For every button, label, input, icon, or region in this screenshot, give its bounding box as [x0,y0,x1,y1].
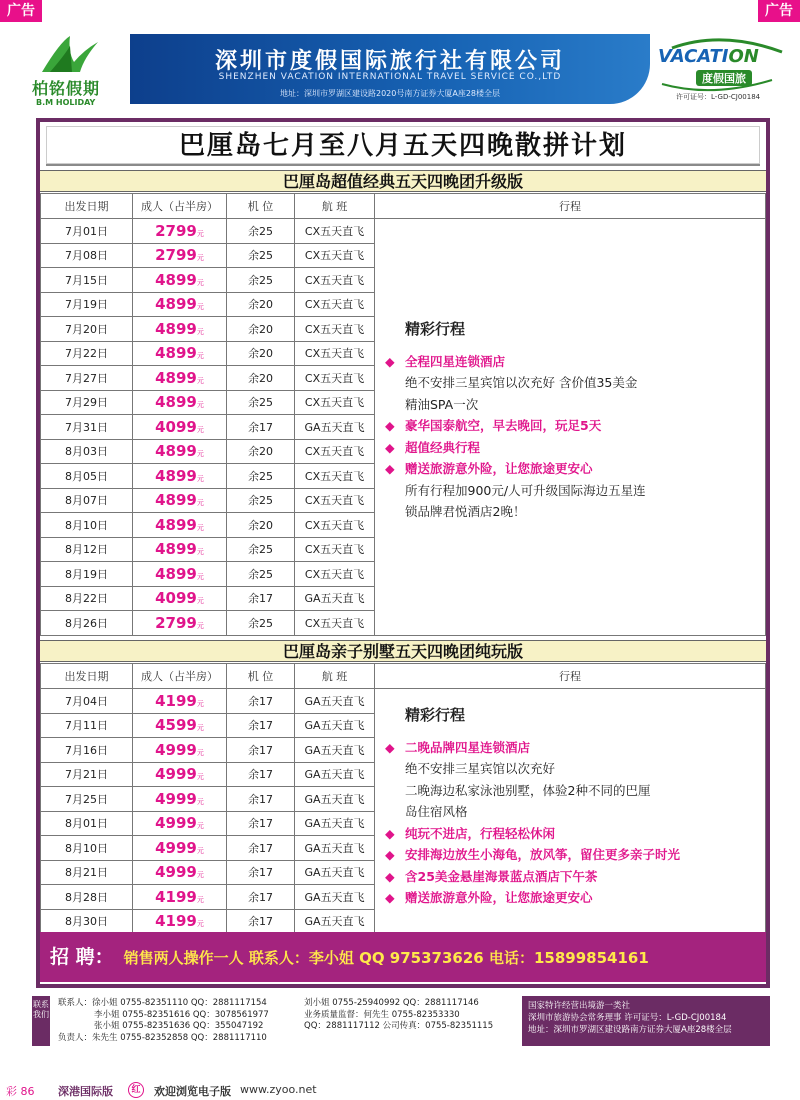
price-unit: 元 [196,773,204,782]
price-unit: 元 [196,376,204,385]
red-mark-icon: 红 [128,1082,144,1098]
departure-date: 8月05日 [41,464,133,489]
flight-info: CX五天直飞 [295,219,375,244]
seat-count: 余25 [227,537,295,562]
diamond-icon: ◆ [385,825,395,841]
seat-count: 余20 [227,439,295,464]
itinerary-block [385,689,765,909]
table-header-row [41,194,766,219]
flight-info: CX五天直飞 [295,562,375,587]
price-unit: 元 [196,450,204,459]
price-unit: 元 [196,597,204,606]
seat-count: 余17 [227,713,295,738]
contact-line: 刘小姐 0755-25940992 QQ：2881117146 [304,998,479,1008]
flight-info: CX五天直飞 [295,513,375,538]
price-cell [133,836,227,861]
price-cell [133,909,227,934]
price-unit: 元 [196,920,204,929]
itinerary-highlight [385,415,765,437]
price-unit: 元 [196,748,204,757]
col-itinerary: 行程 [375,194,766,219]
col-itinerary: 行程 [375,664,766,689]
price-value: 2799 [155,613,197,632]
itinerary-highlight-text: 含25美金悬崖海景蓝点酒店下午茶 [405,868,598,884]
seat-count: 余17 [227,738,295,763]
tour-frame-inner [40,122,766,984]
main-title: 巴厘岛七月至八月五天四晚散拼计划 [46,126,760,164]
flight-info: GA五天直飞 [295,586,375,611]
contact-line: 业务质量监督：何先生 0755-82353330 [304,1009,460,1020]
departure-date: 7月11日 [41,713,133,738]
departure-date: 8月22日 [41,586,133,611]
recruit-banner [40,932,766,982]
price-cell [133,713,227,738]
price-unit: 元 [196,572,204,581]
logo-right-en-a: VACATI [658,46,729,67]
itinerary-highlight-text: 全程四星连锁酒店 [405,353,506,369]
price-value: 4899 [155,368,197,387]
flight-info: CX五天直飞 [295,341,375,366]
price-cell [133,860,227,885]
logo-right-cn: 度假国旅 [696,70,752,86]
flight-info: CX五天直飞 [295,464,375,489]
price-value: 4999 [155,838,197,857]
itinerary-highlight [385,737,765,759]
col-price: 成人（占半房） [133,194,227,219]
col-date: 出发日期 [41,664,133,689]
itinerary-highlight-text: 超值经典行程 [405,439,481,455]
logo-left-en: B.M HOLIDAY [36,98,96,107]
itinerary-highlight [385,866,765,888]
price-value: 4999 [155,814,197,833]
website-link[interactable]: www.zyoo.net [240,1083,317,1096]
price-unit: 元 [196,822,204,831]
departure-date: 8月30日 [41,909,133,934]
price-value: 4099 [155,417,197,436]
seat-count: 余17 [227,787,295,812]
price-cell [133,268,227,293]
price-cell [133,611,227,636]
contacts-bar [32,996,770,1046]
diamond-icon: ◆ [385,847,395,862]
seat-count: 余25 [227,562,295,587]
itinerary-highlight-text: 豪华国泰航空，早去晚回，玩足5天 [405,418,602,433]
flight-info: CX五天直飞 [295,488,375,513]
price-cell [133,762,227,787]
departure-date: 8月26日 [41,611,133,636]
company-name-en: SHENZHEN VACATION INTERNATIONAL TRAVEL SERVICE CO.,LTD [218,72,562,82]
price-unit: 元 [196,523,204,532]
price-value: 4899 [155,564,197,583]
price-unit: 元 [196,278,204,287]
seat-count: 余20 [227,513,295,538]
contact-line: 负责人：朱先生 0755-82352858 QQ：2881117110 [58,1032,267,1043]
price-cell [133,586,227,611]
agency-line: 深圳市旅游协会常务理事 许可证号：L-GD-CJ00184 [528,1013,727,1023]
itinerary-highlight [385,844,765,866]
departure-date: 7月31日 [41,415,133,440]
agency-info [522,996,770,1046]
seat-count: 余17 [227,836,295,861]
price-value: 4999 [155,740,197,759]
edition-name: 深港国际版 [58,1085,113,1098]
itinerary-highlight [385,887,765,909]
price-value: 4199 [155,887,197,906]
seat-count: 余17 [227,762,295,787]
price-value: 4199 [155,691,197,710]
price-unit: 元 [196,254,204,263]
col-flight: 航 班 [295,664,375,689]
itinerary-highlight-text: 赠送旅游意外险，让您旅途更安心 [405,461,593,476]
itinerary-text: 二晚海边私家泳池别墅，体验2种不同的巴厘 [405,782,651,798]
price-cell [133,390,227,415]
contact-line: 联系人：徐小姐 0755-82351110 QQ：2881117154 [58,998,267,1008]
departure-date: 7月20日 [41,317,133,342]
price-cell [133,219,227,244]
price-value: 4899 [155,540,197,559]
flight-info: CX五天直飞 [295,611,375,636]
price-unit: 元 [196,352,204,361]
price-unit: 元 [196,699,204,708]
price-value: 4899 [155,466,197,485]
price-unit: 元 [196,846,204,855]
license-number: 许可证号：L-GD-CJ00184 [676,93,761,101]
itinerary-text: 绝不安排三星宾馆以次充好 含价值35美金 [405,375,638,390]
flight-info: CX五天直飞 [295,292,375,317]
price-value: 4999 [155,765,197,784]
diamond-icon: ◆ [385,868,395,884]
flight-info: CX五天直飞 [295,366,375,391]
flight-info: CX五天直飞 [295,243,375,268]
itinerary-highlight [385,823,765,845]
itinerary-highlight [385,458,765,480]
flight-info: GA五天直飞 [295,811,375,836]
itinerary-cell [375,219,766,636]
seat-count: 余17 [227,415,295,440]
itinerary-text: 岛住宿风格 [405,804,468,819]
contacts-side-label: 联系我们 [32,996,50,1046]
itinerary-heading: 精彩行程 [405,320,466,338]
flight-info: CX五天直飞 [295,537,375,562]
price-unit: 元 [196,797,204,806]
col-price: 成人（占半房） [133,664,227,689]
departure-date: 7月16日 [41,738,133,763]
departure-date: 7月04日 [41,689,133,714]
price-value: 4599 [155,716,197,735]
flight-info: GA五天直飞 [295,689,375,714]
ad-tag-right: 广告 [758,0,800,22]
logo-right-en [658,46,759,67]
seat-count: 余17 [227,860,295,885]
price-value: 4899 [155,295,197,314]
price-value: 2799 [155,246,197,265]
itinerary-highlight-text: 二晚品牌四星连锁酒店 [405,739,531,755]
price-cell [133,537,227,562]
seat-count: 余20 [227,366,295,391]
itinerary-text: 所有行程加900元/人可升级国际海边五星连 [405,482,646,498]
itinerary-text: 锁品牌君悦酒店2晚！ [405,504,526,519]
seat-count: 余20 [227,317,295,342]
seat-count: 余25 [227,268,295,293]
page-footer [0,1080,800,1100]
departure-date: 8月21日 [41,860,133,885]
table-row [41,689,766,714]
price-value: 4899 [155,515,197,534]
price-unit: 元 [196,425,204,434]
price-cell [133,366,227,391]
diamond-icon: ◆ [385,739,395,755]
company-banner [130,34,650,104]
flight-info: CX五天直飞 [295,439,375,464]
price-unit: 元 [196,499,204,508]
flight-info: CX五天直飞 [295,317,375,342]
departure-date: 8月03日 [41,439,133,464]
contact-line: QQ：2881117112 公司传真：0755-82351115 [304,1021,494,1031]
price-cell [133,885,227,910]
departure-date: 8月01日 [41,811,133,836]
price-unit: 元 [196,474,204,483]
seat-count: 余17 [227,909,295,934]
flight-info: GA五天直飞 [295,713,375,738]
seat-count: 余17 [227,689,295,714]
flight-info: GA五天直飞 [295,762,375,787]
seat-count: 余25 [227,243,295,268]
itinerary-heading: 精彩行程 [405,706,466,724]
price-cell [133,738,227,763]
price-cell [133,562,227,587]
section2-table [40,663,766,934]
contact-line: 张小姐 0755-82351636 QQ：355047192 [94,1021,264,1031]
price-value: 4999 [155,863,197,882]
price-value: 4099 [155,589,197,608]
departure-date: 8月28日 [41,885,133,910]
contacts-col1 [58,998,269,1044]
itinerary-highlight [385,437,765,459]
price-unit: 元 [196,724,204,733]
itinerary-highlight [385,351,765,373]
agency-line: 国家特许经营出境游一类社 [528,1001,631,1011]
section1-title: 巴厘岛超值经典五天四晚团升级版 [40,170,766,192]
itinerary-highlight-text: 赠送旅游意外险，让您旅途更安心 [405,890,593,905]
price-unit: 元 [196,895,204,904]
price-cell [133,292,227,317]
itinerary-text: 精油SPA一次 [405,396,479,412]
seat-count: 余17 [227,586,295,611]
departure-date: 7月15日 [41,268,133,293]
price-cell [133,439,227,464]
logo-left-cn: 柏铭假期 [32,79,101,98]
seat-count: 余17 [227,811,295,836]
price-value: 4999 [155,789,197,808]
contact-line: 李小姐 0755-82351616 QQ：3078561977 [94,1009,269,1020]
price-value: 4899 [155,319,197,338]
table-header-row [41,664,766,689]
mountain-logo-icon [40,32,100,76]
company-name-cn: 深圳市度假国际旅行社有限公司 [214,49,565,74]
flight-info: GA五天直飞 [295,885,375,910]
departure-date: 7月29日 [41,390,133,415]
price-cell [133,415,227,440]
col-seat: 机 位 [227,194,295,219]
diamond-icon: ◆ [385,353,395,369]
tour-frame [36,118,770,988]
itinerary-text: 绝不安排三星宾馆以次充好 [405,761,556,776]
price-value: 4899 [155,393,197,412]
seat-count: 余20 [227,341,295,366]
departure-date: 7月01日 [41,219,133,244]
ad-tag-left: 广告 [0,0,42,22]
recruit-text: 销售两人操作一人 联系人：李小姐 QQ 975373626 电话：15899854161 [123,949,649,967]
recruit-label: 招 聘： [50,946,114,968]
seat-count: 余25 [227,390,295,415]
price-cell [133,341,227,366]
flight-info: CX五天直飞 [295,390,375,415]
diamond-icon: ◆ [385,418,395,433]
price-value: 4199 [155,912,197,931]
price-cell [133,787,227,812]
seat-count: 余17 [227,885,295,910]
diamond-icon: ◆ [385,439,395,455]
price-cell [133,317,227,342]
flight-info: GA五天直飞 [295,787,375,812]
departure-date: 7月19日 [41,292,133,317]
price-unit: 元 [196,871,204,880]
price-unit: 元 [196,327,204,336]
company-address: 地址：深圳市罗湖区建设路2020号南方证券大厦A座28楼全层 [279,89,500,98]
flight-info: GA五天直飞 [295,860,375,885]
col-date: 出发日期 [41,194,133,219]
price-cell [133,464,227,489]
departure-date: 8月10日 [41,836,133,861]
departure-date: 7月21日 [41,762,133,787]
price-cell [133,243,227,268]
seat-count: 余25 [227,488,295,513]
price-unit: 元 [196,548,204,557]
departure-date: 8月19日 [41,562,133,587]
seat-count: 余20 [227,292,295,317]
seat-count: 余25 [227,219,295,244]
section2-title: 巴厘岛亲子别墅五天四晚团纯玩版 [40,640,766,662]
price-unit: 元 [196,621,204,630]
price-value: 4899 [155,442,197,461]
departure-date: 8月12日 [41,537,133,562]
logo-right-en-b: ON [728,46,759,67]
bm-holiday-logo [12,32,132,112]
contacts-col2 [304,998,493,1033]
departure-date: 7月27日 [41,366,133,391]
departure-date: 7月22日 [41,341,133,366]
price-value: 4899 [155,344,197,363]
departure-date: 7月08日 [41,243,133,268]
diamond-icon: ◆ [385,461,395,476]
price-unit: 元 [196,303,204,312]
price-value: 2799 [155,221,197,240]
price-cell [133,488,227,513]
flight-info: GA五天直飞 [295,738,375,763]
col-seat: 机 位 [227,664,295,689]
col-flight: 航 班 [295,194,375,219]
itinerary-block [385,219,765,523]
price-cell [133,513,227,538]
flight-info: GA五天直飞 [295,909,375,934]
diamond-icon: ◆ [385,890,395,905]
flight-info: CX五天直飞 [295,268,375,293]
vacation-logo [652,34,792,110]
seat-count: 余25 [227,464,295,489]
flight-info: GA五天直飞 [295,415,375,440]
price-value: 4899 [155,270,197,289]
price-cell [133,689,227,714]
seat-count: 余25 [227,611,295,636]
itinerary-highlight-text: 纯玩不进店，行程轻松休闲 [405,825,556,841]
price-unit: 元 [196,229,204,238]
price-cell [133,811,227,836]
departure-date: 8月10日 [41,513,133,538]
agency-line: 地址：深圳市罗湖区建设路南方证券大厦A座28楼全层 [528,1025,732,1035]
departure-date: 7月25日 [41,787,133,812]
price-unit: 元 [196,401,204,410]
price-value: 4899 [155,491,197,510]
flight-info: GA五天直飞 [295,836,375,861]
welcome-text: 欢迎浏览电子版 [154,1085,231,1098]
page-number: 彩 86 [6,1085,35,1098]
section1-table [40,193,766,636]
header [0,22,800,110]
table-row [41,219,766,244]
itinerary-cell [375,689,766,934]
itinerary-highlight-text: 安排海边放生小海龟，放风筝，留住更多亲子时光 [405,847,681,862]
departure-date: 8月07日 [41,488,133,513]
